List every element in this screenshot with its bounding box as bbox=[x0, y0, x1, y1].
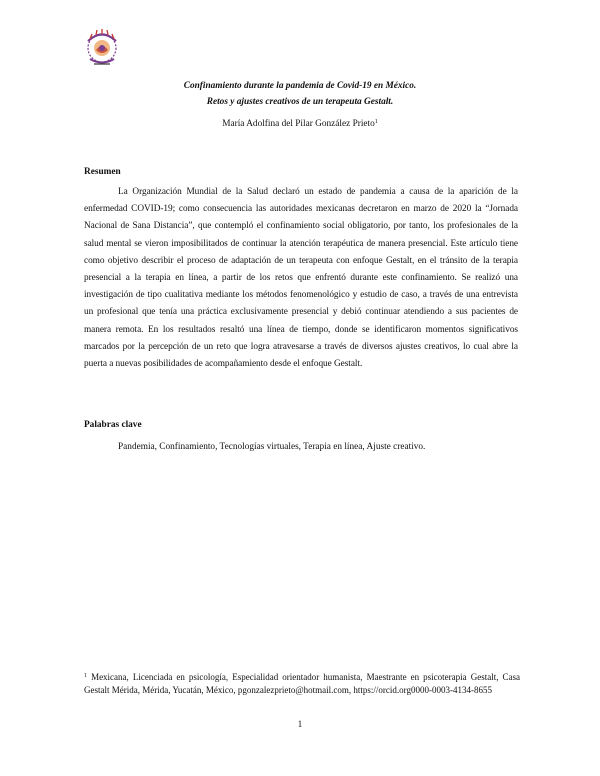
paper-title-line-1: Confinamiento durante la pandemia de Covid-19 en México. bbox=[183, 81, 417, 91]
footnote-marker: 1 bbox=[84, 673, 87, 679]
author-footnote-marker: 1 bbox=[374, 119, 378, 125]
page-number: 1 bbox=[297, 720, 303, 730]
keywords-body: Pandemia, Confinamiento, Tecnologías virtuales, Terapia en línea, Ajuste creativo. bbox=[118, 442, 426, 452]
footnote-text: Mexicana, Licenciada en psicología, Especialidad orientador humanista, Maestrante en psicoterapia Gestalt, Casa Gestalt Mérida, Mérida, Yucatán, México, pgonzalezprieto@hotmail.com, https://orcid.org0000-0003-4134-8655 bbox=[84, 672, 521, 695]
paper-title-line-2: Retos y ajustes creativos de un terapeuta Gestalt. bbox=[206, 97, 394, 107]
abstract-body: La Organización Mundial de la Salud declaró un estado de pandemia a causa de la aparición de la enfermedad COVID-19; como consecuencia las autoridades mexicanas decretaron en marzo de 2020 la “Jornada Nacional de Sana Distancia”, que contempló el confinamiento social obligatorio, por tanto, los profesionales de la salud mental se vieron imposibilitados de continuar la atención terapéutica de manera presencial. Este artículo tiene como objetivo describir el proceso de adaptación de un terapeuta con enfoque Gestalt, en el tránsito de la terapia presencial a la terapia en línea, a partir de los retos que enfrentó durante este confinamiento. Se realizó una investigación de tipo cualitativa mediante los métodos fenomenológico y estudio de caso, a través de una entrevista un profesional que tenía una práctica exclusivamente presencial y debió continuar atendiendo a sus pacientes de manera remota. En los resultados resaltó una línea de tiempo, donde se identificaron momentos significativos marcados por la percepción de un reto que logra atravesarse a través de diversos ajustes creativos, lo cual abre la puerta a nuevas posibilidades de acompañamiento desde el enfoque Gestalt. bbox=[84, 187, 518, 370]
footnote bbox=[84, 671, 520, 697]
author-name-text: María Adolfina del Pilar González Prieto bbox=[222, 119, 375, 129]
journal-logo-icon bbox=[80, 26, 124, 70]
keywords-heading: Palabras clave bbox=[84, 420, 142, 430]
author-name bbox=[0, 118, 600, 130]
abstract-heading: Resumen bbox=[84, 167, 121, 177]
